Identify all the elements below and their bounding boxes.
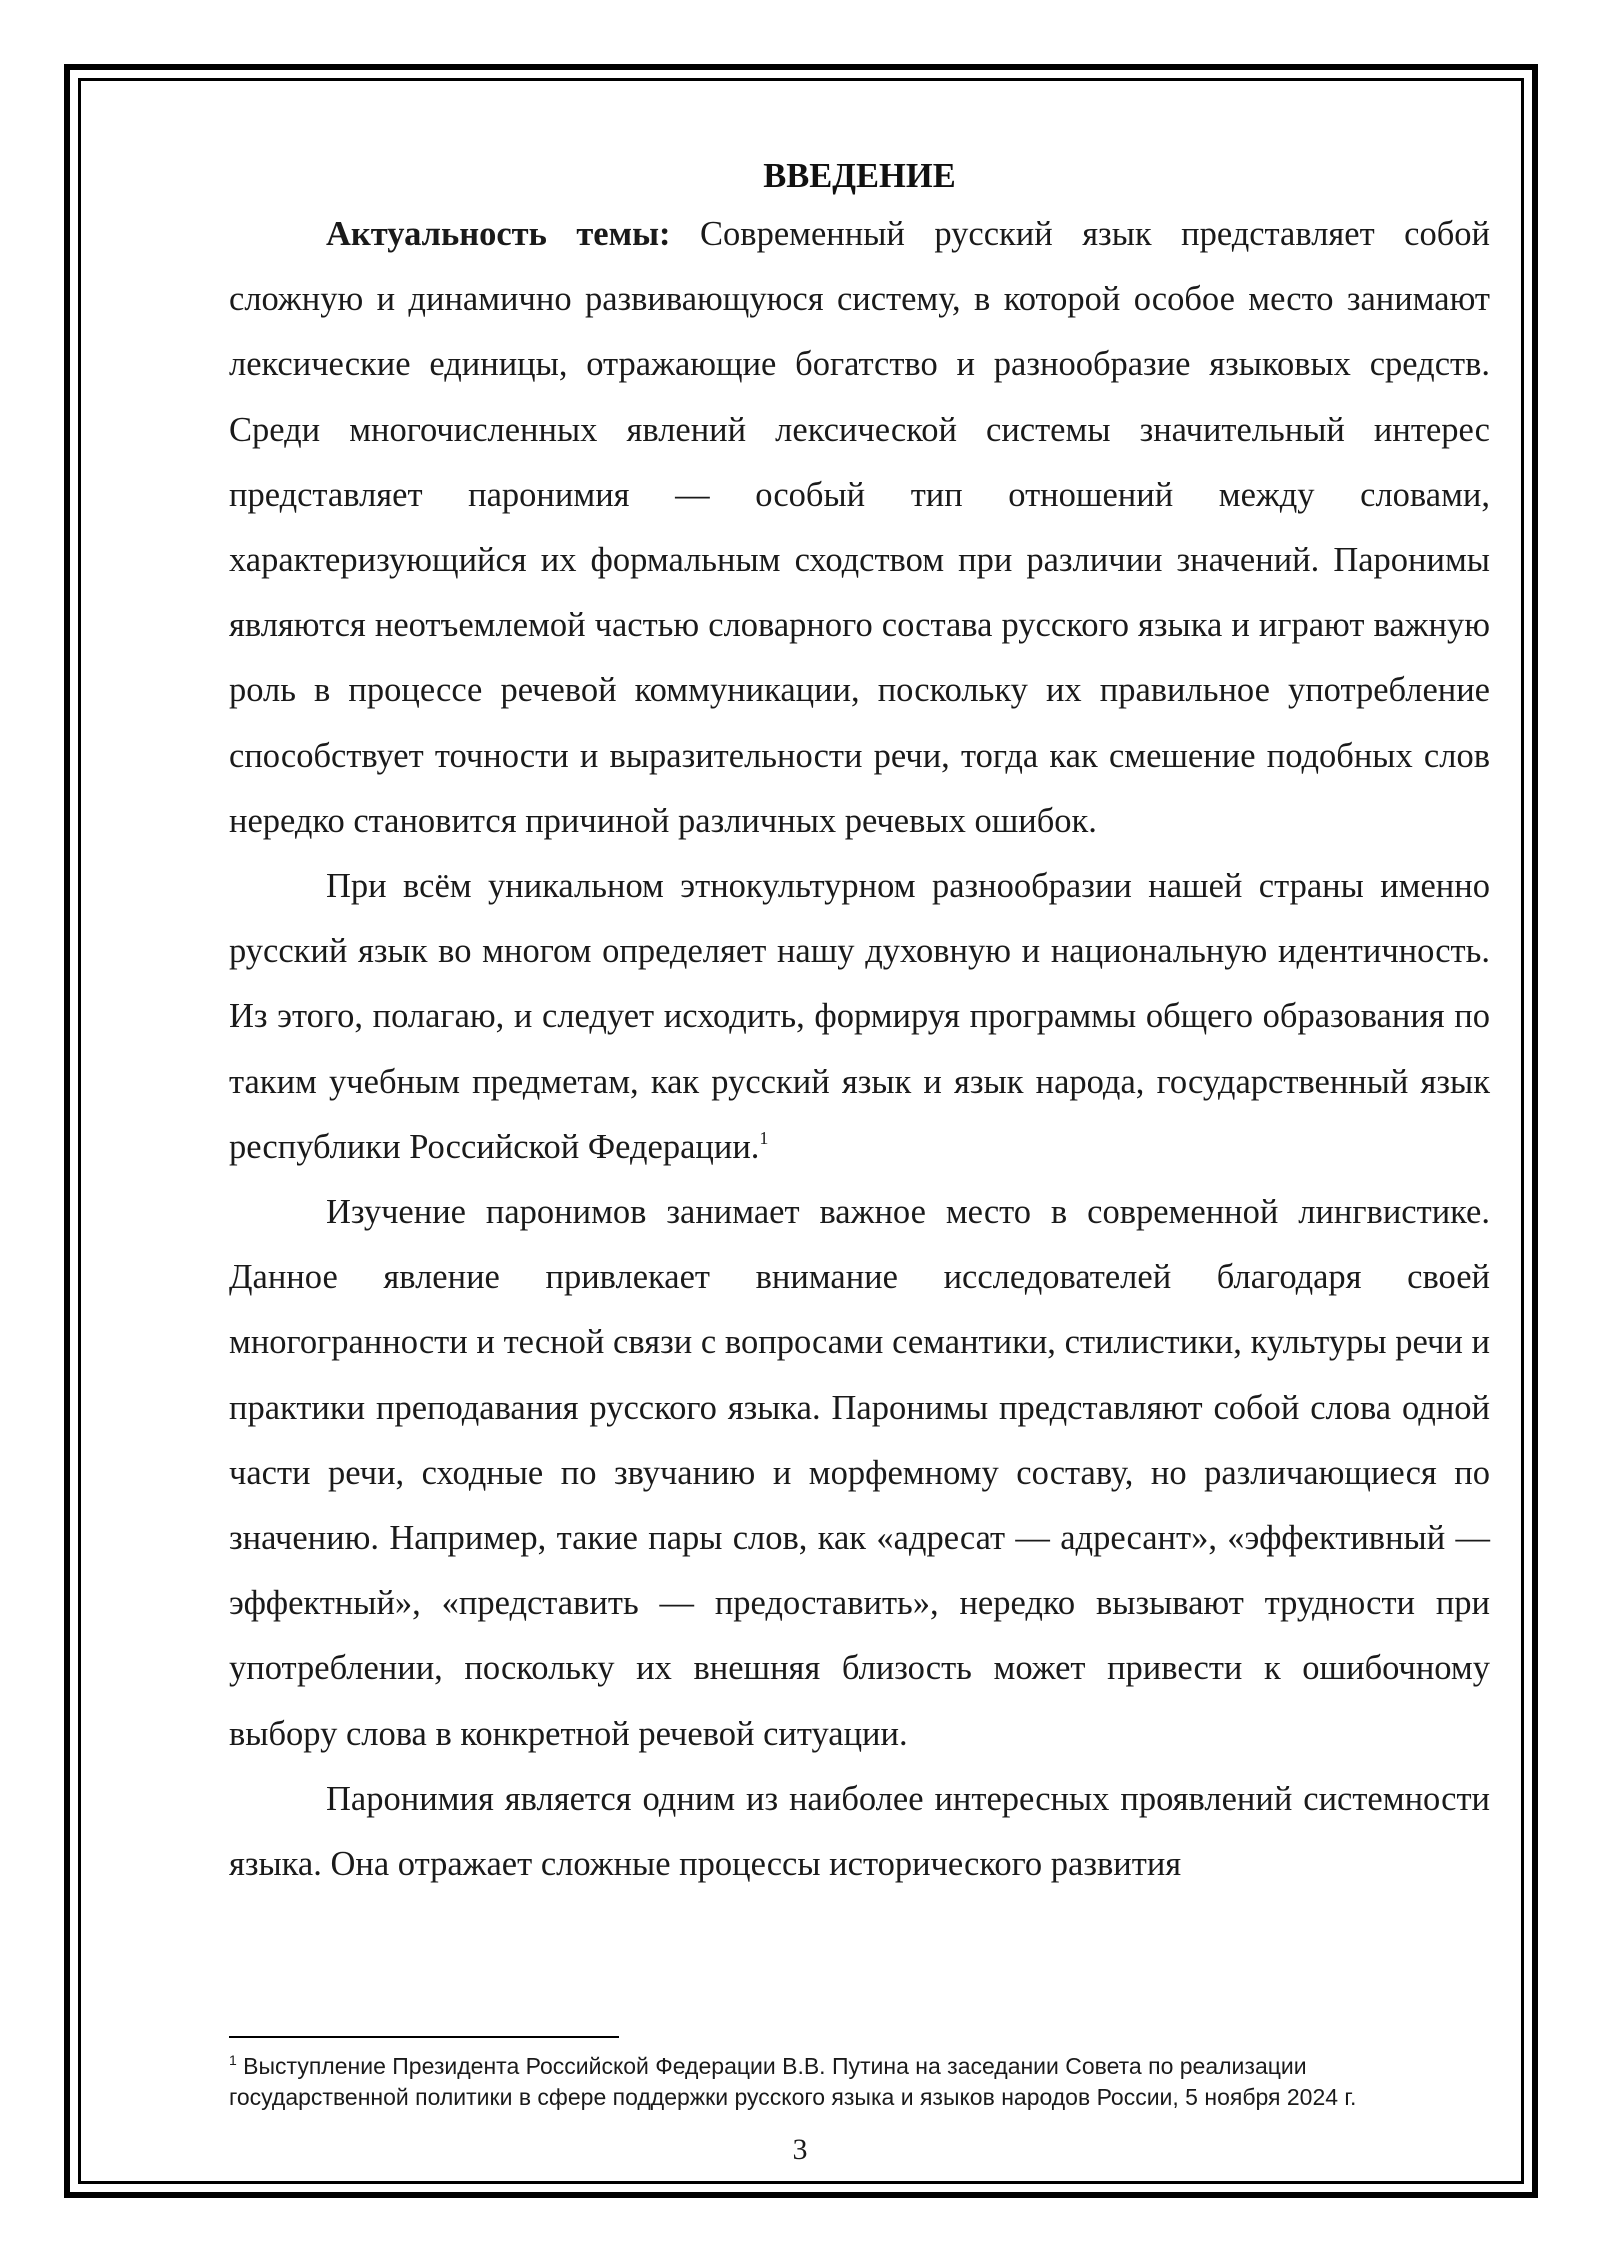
paragraph-text: Современный русский язык представляет собой сложную и динамично развивающуюся систему, в которой особое место занимают лексические единицы, отражающие богатство и разнообразие языковых средств. Среди многочисленных явлений лексической системы значительный интерес представляет паронимия — особый тип отношений между словами, характеризующийся их формальным сходством при различии значений. Паронимы являются неотъемлемой частью словарного состава русского языка и играют важную роль в процессе речевой коммуникации, поскольку их правильное употребление способствует точности и выразительности речи, тогда как смешение подобных слов нередко становится причиной различных речевых ошибок. bbox=[229, 215, 1490, 840]
paragraph-text: Изучение паронимов занимает важное место в современной лингвистике. Данное явление привлекает внимание исследователей благодаря своей многогранности и тесной связи с вопросами семантики, стилистики, культуры речи и практики преподавания русского языка. Паронимы представляют собой слова одной части речи, сходные по звучанию и морфемному составу, но различающиеся по значению. Например, такие пары слов, как «адресат — адресант», «эффективный — эффектный», «представить — предоставить», нередко вызывают трудности при употреблении, поскольку их внешняя близость может привести к ошибочному выбору слова в конкретной речевой ситуации. bbox=[229, 1193, 1490, 1753]
paragraph-paronymy-system bbox=[229, 1767, 1490, 1897]
paragraph-paronyms-study bbox=[229, 1180, 1490, 1767]
page-number: 3 bbox=[792, 2133, 808, 2166]
section-heading: ВВЕДЕНИЕ bbox=[763, 157, 956, 195]
paragraph-text: Паронимия является одним из наиболее интересных проявлений системности языка. Она отражает сложные процессы исторического развития bbox=[229, 1779, 1490, 1884]
paragraph-text: При всём уникальном этнокультурном разнообразии нашей страны именно русский язык во многом определяет нашу духовную и национальную идентичность. Из этого, полагаю, и следует исходить, формируя программы общего образования по таким учебным предметам, как русский язык и язык народа, государственный язык республики Российской Федерации. bbox=[229, 867, 1490, 1166]
footnote-text: Выступление Президента Российской Федерации В.В. Путина на заседании Совета по реализации государственной политики в сфере поддержки русского языка и языков народов России, 5 ноября 2024 г. bbox=[229, 2053, 1357, 2110]
footnote-reference[interactable]: 1 bbox=[759, 1127, 769, 1148]
paragraph-relevance bbox=[229, 202, 1490, 854]
footnote-mark: 1 bbox=[229, 2052, 237, 2068]
footnote bbox=[229, 2051, 1490, 2113]
document-body bbox=[229, 150, 1490, 1897]
footnote-separator bbox=[229, 2036, 619, 2038]
paragraph-lead: Актуальность темы: bbox=[326, 215, 671, 253]
paragraph-identity bbox=[229, 854, 1490, 1180]
